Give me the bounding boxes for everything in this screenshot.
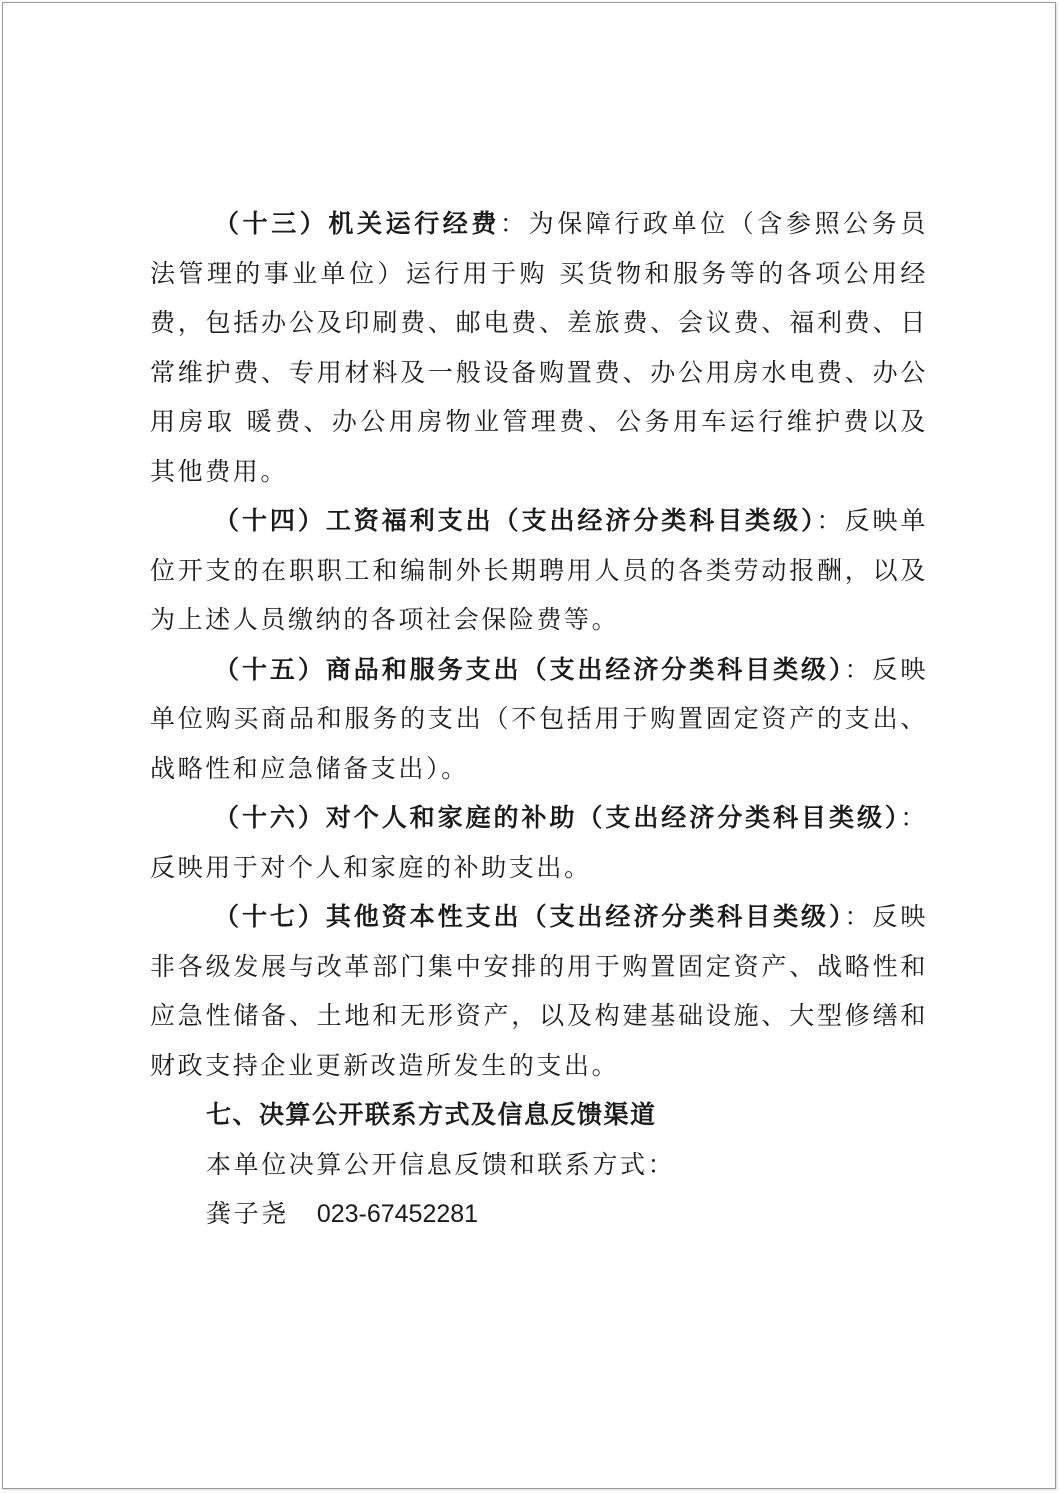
- contact-name: 龚子尧: [206, 1199, 289, 1228]
- definition-term: （十三）机关运行经费: [214, 209, 500, 238]
- definition-term: （十六）对个人和家庭的补助（支出经济分类科目类级）: [214, 803, 901, 832]
- contact-phone: 023-67452281: [316, 1200, 479, 1228]
- contact-intro: 本单位决算公开信息反馈和联系方式：: [206, 1149, 676, 1179]
- definition-paragraph-13: [150, 199, 928, 496]
- definition-paragraph-16: [150, 793, 928, 892]
- contact-line: [150, 1189, 928, 1240]
- definition-paragraph-14: [150, 496, 928, 645]
- definition-paragraph-15: [150, 645, 928, 794]
- definition-text: ：反映用于对个人和家庭的补助支出。: [150, 803, 928, 882]
- definition-paragraph-17: [150, 892, 928, 1090]
- definition-text: ：反映单位购买商品和服务的支出（不包括用于购置固定资产的支出、战略性和应急储备支出）。: [150, 654, 928, 783]
- document-page: [2, 2, 1056, 1489]
- document-body: [150, 199, 928, 1240]
- definition-term: （十四）工资福利支出（支出经济分类科目类级）: [214, 506, 817, 535]
- definition-text: ：为保障行政单位（含参照公务员法管理的事业单位）运行用于购 买货物和服务等的各项公用经费，包括办公及印刷费、邮电费、差旅费、会议费、福利费、日常维护费、专用材料及一般设备购置费、办公用房水电费、办公用房取 暖费、办公用房物业管理费、公务用车运行维护费以及其他费用。: [150, 209, 928, 486]
- definition-text: ：反映单位开支的在职职工和编制外长期聘用人员的各类劳动报酬，以及为上述人员缴纳的各项社会保险费等。: [150, 506, 928, 634]
- definition-term: （十五）商品和服务支出（支出经济分类科目类级）: [214, 654, 845, 684]
- definition-text: ：反映非各级发展与改革部门集中安排的用于购置固定资产、战略性和应急性储备、土地和无形资产，以及构建基础设施、大型修缮和财政支持企业更新改造所发生的支出。: [150, 902, 928, 1080]
- section-heading: 七、决算公开联系方式及信息反馈渠道: [206, 1100, 657, 1129]
- definition-term: （十七）其他资本性支出（支出经济分类科目类级）: [214, 902, 845, 931]
